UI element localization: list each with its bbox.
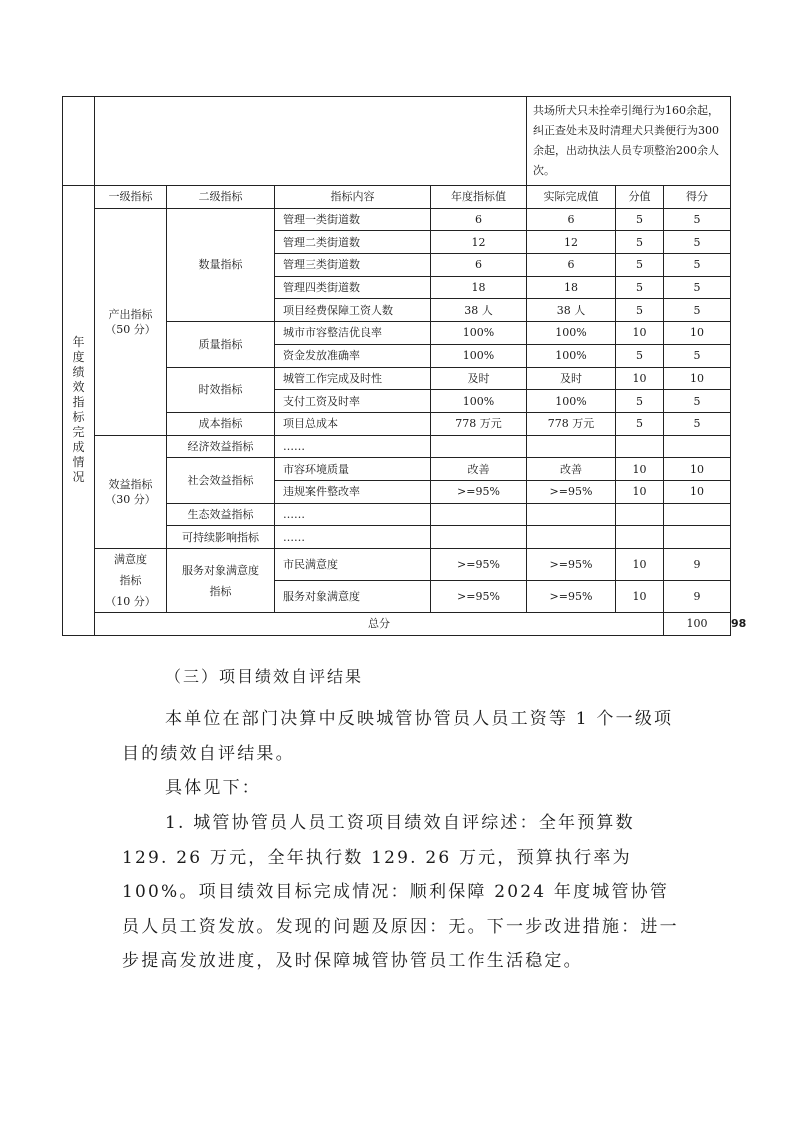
header-row: [63, 186, 731, 209]
content-cell: 管理四类街道数: [275, 276, 431, 299]
content-cell: 城管工作完成及时性: [275, 367, 431, 390]
sub-timeliness: 时效指标: [167, 367, 275, 412]
target-cell: >=95%: [431, 549, 527, 581]
header-cell: 年度指标值: [431, 186, 527, 209]
content-cell: 市民满意度: [275, 549, 431, 581]
actual-cell: 778 万元: [527, 412, 616, 435]
weight-cell: [616, 526, 664, 549]
weight-cell: 10: [616, 367, 664, 390]
side-label-char: 标: [72, 410, 85, 425]
side-label-char: 指: [72, 395, 85, 410]
score-cell: 5: [664, 208, 731, 231]
content-cell: 违规案件整改率: [275, 480, 431, 503]
weight-cell: 5: [616, 344, 664, 367]
target-cell: [431, 526, 527, 549]
actual-cell: [527, 503, 616, 526]
blank-cell: [95, 97, 527, 186]
actual-cell: >=95%: [527, 480, 616, 503]
weight-cell: 5: [616, 412, 664, 435]
total-weight: 100: [664, 613, 731, 636]
weight-cell: [616, 503, 664, 526]
side-label-char: 效: [72, 380, 85, 395]
side-label-char: 完: [72, 425, 85, 440]
content-cell: 市容环境质量: [275, 458, 431, 481]
score-cell: 5: [664, 254, 731, 277]
target-cell: 12: [431, 231, 527, 254]
table-row: [63, 549, 731, 581]
actual-cell: 改善: [527, 458, 616, 481]
actual-cell: 100%: [527, 344, 616, 367]
actual-cell: [527, 526, 616, 549]
actual-cell: 38 人: [527, 299, 616, 322]
weight-cell: 10: [616, 480, 664, 503]
sub-cost: 成本指标: [167, 412, 275, 435]
top-note-row: [63, 97, 731, 186]
table-row: [63, 208, 731, 231]
target-cell: 100%: [431, 322, 527, 345]
content-cell: 资金发放准确率: [275, 344, 431, 367]
content-cell: 支付工资及时率: [275, 390, 431, 413]
score-cell: [664, 435, 731, 458]
score-cell: 5: [664, 231, 731, 254]
group-label: 效益指标: [108, 477, 153, 491]
score-cell: 10: [664, 480, 731, 503]
content-cell: 项目经费保障工资人数: [275, 299, 431, 322]
score-cell: 5: [664, 344, 731, 367]
group-score: （30 分）: [105, 492, 156, 506]
total-row: 总分 100 98: [63, 613, 731, 636]
sub-label: 指标: [209, 584, 232, 598]
paragraph-3: 1. 城管协管员人员工资项目绩效自评综述：全年预算数 129. 26 万元，全年执行数 129. 26 万元，预算执行率为 100%。项目绩效目标完成情况：顺利保障 2024 年度城管协管员人员工资发放。发现的问题及原因：无。下一步改进措施：进一步提高发放进度，及时保障城管协管员工作生活稳定。: [122, 813, 679, 971]
score-cell: 9: [664, 581, 731, 613]
content-cell: 管理一类街道数: [275, 208, 431, 231]
top-note: 共场所犬只未拴牵引绳行为160余起，纠正查处未及时清理犬只粪便行为300余起，出动执法人员专项整治200余人次。: [527, 97, 731, 186]
target-cell: 及时: [431, 367, 527, 390]
actual-cell: 12: [527, 231, 616, 254]
section-heading: （三）项目绩效自评结果: [165, 667, 364, 686]
weight-cell: 5: [616, 208, 664, 231]
content-cell: ……: [275, 503, 431, 526]
actual-cell: 100%: [527, 390, 616, 413]
sub-quantity: 数量指标: [167, 208, 275, 321]
side-label-char: 年: [72, 335, 85, 350]
group-label: 指标: [119, 574, 142, 587]
header-cell: 二级指标: [167, 186, 275, 209]
weight-cell: [616, 435, 664, 458]
side-label-char: 度: [72, 350, 85, 365]
header-cell: 一级指标: [95, 186, 167, 209]
blank-cell: [63, 97, 95, 186]
table-row: [63, 435, 731, 458]
group-benefit: [95, 435, 167, 548]
header-cell: 实际完成值: [527, 186, 616, 209]
score-cell: 10: [664, 322, 731, 345]
target-cell: 改善: [431, 458, 527, 481]
target-cell: 6: [431, 254, 527, 277]
sub-label: 服务对象满意度: [182, 563, 259, 577]
content-cell: 项目总成本: [275, 412, 431, 435]
target-cell: >=95%: [431, 581, 527, 613]
actual-cell: 及时: [527, 367, 616, 390]
group-output: [95, 208, 167, 435]
target-cell: 38 人: [431, 299, 527, 322]
actual-cell: >=95%: [527, 581, 616, 613]
score-cell: [664, 503, 731, 526]
actual-cell: 6: [527, 208, 616, 231]
weight-cell: 5: [616, 254, 664, 277]
weight-cell: 5: [616, 390, 664, 413]
group-score: （10 分）: [105, 595, 156, 608]
side-label-char: 况: [72, 470, 85, 485]
total-label: 总分: [95, 613, 664, 636]
side-label-char: 情: [72, 455, 85, 470]
side-label: [63, 186, 95, 636]
score-cell: 10: [664, 458, 731, 481]
score-cell: 5: [664, 276, 731, 299]
target-cell: 18: [431, 276, 527, 299]
target-cell: 100%: [431, 390, 527, 413]
group-label: 满意度: [114, 553, 147, 566]
score-cell: 5: [664, 299, 731, 322]
header-cell: 指标内容: [275, 186, 431, 209]
actual-cell: [527, 435, 616, 458]
group-satisfaction: [95, 549, 167, 613]
weight-cell: 5: [616, 299, 664, 322]
score-cell: 5: [664, 390, 731, 413]
side-label-text: [63, 335, 94, 485]
target-cell: 100%: [431, 344, 527, 367]
target-cell: 6: [431, 208, 527, 231]
score-cell: 9: [664, 549, 731, 581]
weight-cell: 10: [616, 322, 664, 345]
sub-social: 社会效益指标: [167, 458, 275, 503]
weight-cell: 10: [616, 549, 664, 581]
header-cell: 得分: [664, 186, 731, 209]
score-cell: [664, 526, 731, 549]
score-cell: 10: [664, 367, 731, 390]
group-label: 产出指标: [108, 307, 153, 321]
performance-table: [62, 96, 747, 636]
target-cell: [431, 435, 527, 458]
side-label-char: 成: [72, 440, 85, 455]
sub-ecological: 生态效益指标: [167, 503, 275, 526]
content-cell: 管理三类街道数: [275, 254, 431, 277]
side-label-char: 绩: [72, 365, 85, 380]
score-cell: 5: [664, 412, 731, 435]
sub-sustainable: 可持续影响指标: [167, 526, 275, 549]
weight-cell: 10: [616, 581, 664, 613]
weight-cell: 5: [616, 276, 664, 299]
target-cell: [431, 503, 527, 526]
content-cell: ……: [275, 435, 431, 458]
sub-economic: 经济效益指标: [167, 435, 275, 458]
weight-cell: 10: [616, 458, 664, 481]
content-cell: 城市市容整洁优良率: [275, 322, 431, 345]
target-cell: >=95%: [431, 480, 527, 503]
paragraph-1: 本单位在部门决算中反映城管协管员人员工资等 1 个一级项目的绩效自评结果。: [122, 709, 674, 764]
content-cell: 管理二类街道数: [275, 231, 431, 254]
target-cell: 778 万元: [431, 412, 527, 435]
sub-service: [167, 549, 275, 613]
actual-cell: 18: [527, 276, 616, 299]
content-cell: ……: [275, 526, 431, 549]
actual-cell: 100%: [527, 322, 616, 345]
weight-cell: 5: [616, 231, 664, 254]
header-cell: 分值: [616, 186, 664, 209]
group-score: （50 分）: [105, 322, 156, 336]
sub-quality: 质量指标: [167, 322, 275, 367]
paragraph-2: 具体见下：: [165, 778, 261, 798]
actual-cell: >=95%: [527, 549, 616, 581]
content-cell: 服务对象满意度: [275, 581, 431, 613]
actual-cell: 6: [527, 254, 616, 277]
